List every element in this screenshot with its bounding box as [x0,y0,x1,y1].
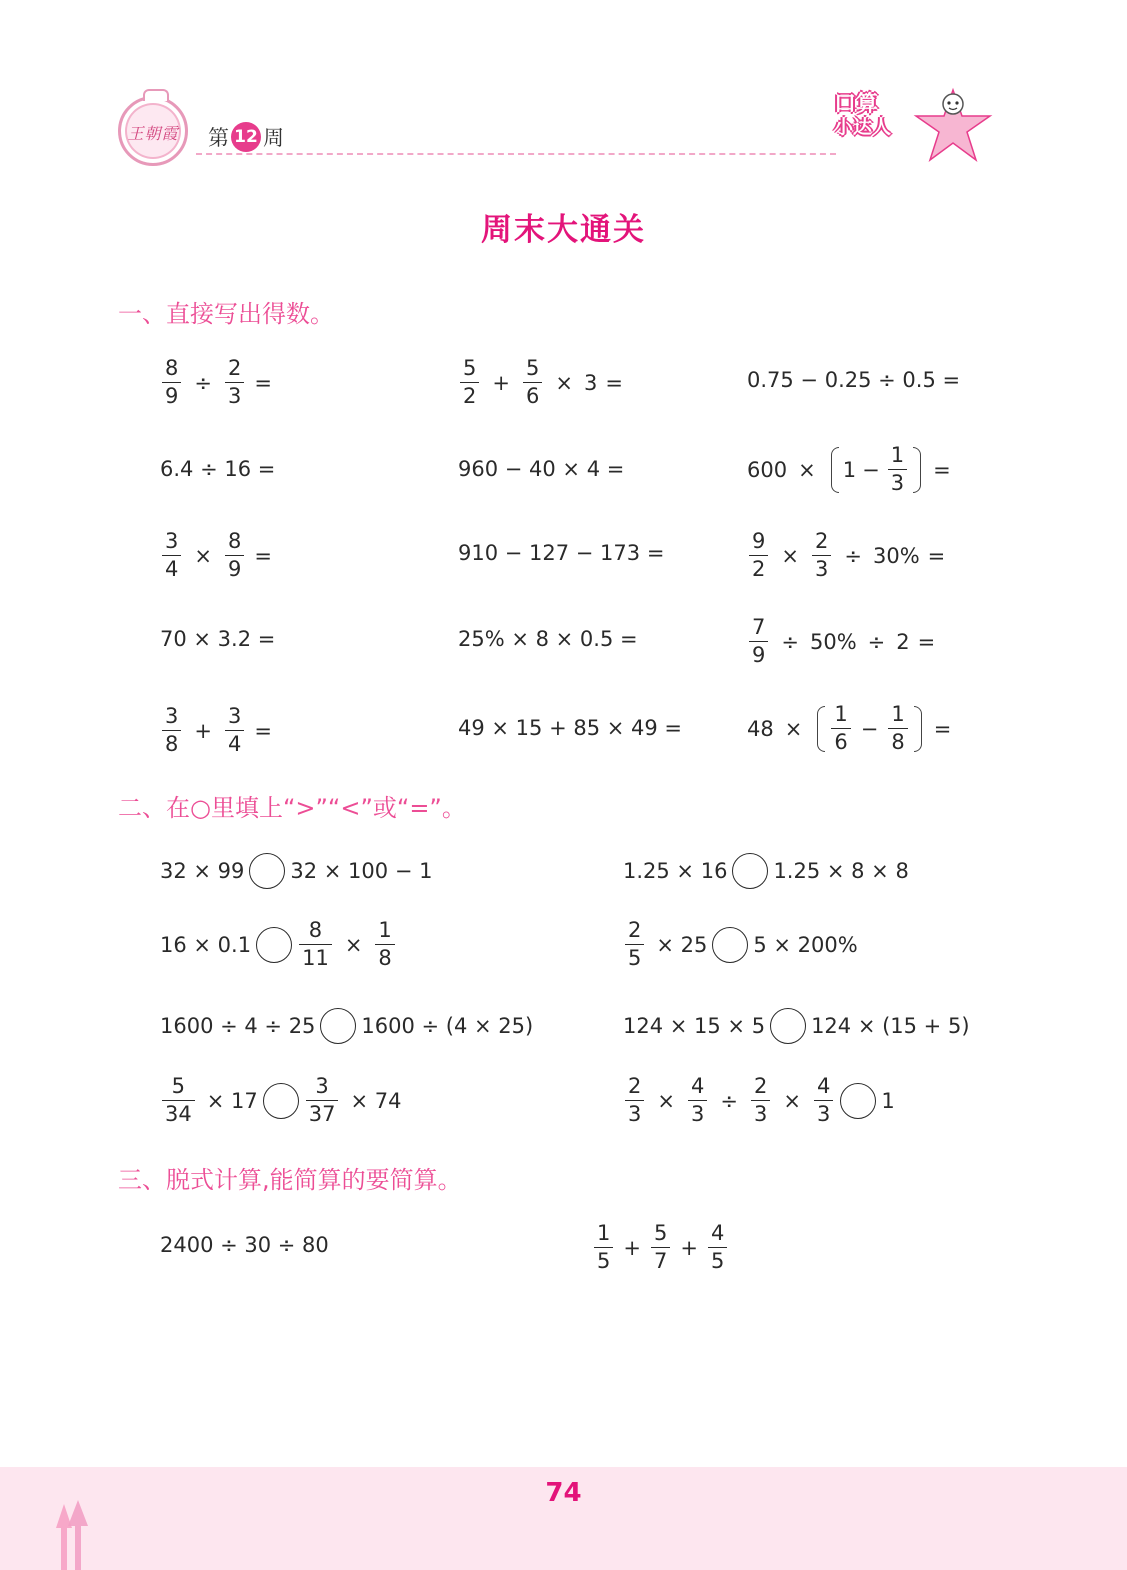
fraction: $\frac{5}{6}$ [523,358,542,407]
header-divider [196,153,836,155]
left-paren [817,706,825,752]
crown-icon [143,89,169,101]
week-suffix: 周 [263,126,284,150]
fraction: $\frac{2}{3}$ [225,358,244,407]
fraction: $\frac{8}{9}$ [162,358,181,407]
problem-c2: 910 − 127 − 173 = [458,541,665,565]
brand-logo [834,94,904,138]
answer-circle[interactable] [249,853,285,889]
problem-c1: $\frac{3}{4}$ × $\frac{8}{9}$ = [160,531,272,580]
problem-a2: $\frac{5}{2}$ + $\frac{5}{6}$ × 3 = [458,358,623,407]
arrow-decoration-icon [54,1500,90,1570]
compare-r1-right: 1.25 × 16 1.25 × 8 × 8 [623,853,909,889]
fraction: $\frac{3}{37}$ [306,1076,339,1125]
fraction: $\frac{2}{3}$ [625,1076,644,1125]
week-label [208,122,284,152]
mascot-star-icon [912,84,994,168]
fraction: $\frac{1}{6}$ [831,704,850,753]
fraction: $\frac{3}{4}$ [162,531,181,580]
fraction: $\frac{2}{5}$ [625,920,644,969]
problem-d2: 25% × 8 × 0.5 = [458,627,638,651]
week-number-badge: 12 [231,122,261,152]
fraction: $\frac{8}{9}$ [225,531,244,580]
week-prefix: 第 [208,126,229,150]
calc-problem-2: $\frac{1}{5}$ + $\frac{5}{7}$ + $\frac{4}{5}$ [592,1223,729,1272]
seal-text: 王朝霞 [127,124,179,143]
answer-circle[interactable] [256,927,292,963]
fraction: $\frac{4}{3}$ [688,1076,707,1125]
problem-b2: 960 − 40 × 4 = [458,457,625,481]
fraction: $\frac{4}{3}$ [814,1076,833,1125]
fraction: $\frac{1}{8}$ [375,920,394,969]
section-2-heading: 二、在○里填上“>”“<”或“=”。 [118,794,466,822]
compare-r3-right: 124 × 15 × 5 124 × (15 + 5) [623,1008,970,1044]
fraction: $\frac{5}{2}$ [460,358,479,407]
compare-r4-right: $\frac{2}{3}$ × $\frac{4}{3}$ ÷ $\frac{2}{3}$ × $\frac{4}{3}$ 1 [623,1076,895,1125]
fraction: $\frac{1}{3}$ [888,445,907,494]
problem-b3: 600 × 1 − $\frac{1}{3}$ = [747,443,951,495]
brand-line-1: 口算 [834,92,879,117]
page-title: 周末大通关 [481,212,646,248]
fraction: $\frac{4}{5}$ [708,1223,727,1272]
fraction: $\frac{7}{9}$ [749,617,768,666]
answer-circle[interactable] [712,927,748,963]
problem-e2: 49 × 15 + 85 × 49 = [458,716,682,740]
left-paren [831,447,839,493]
compare-r3-left: 1600 ÷ 4 ÷ 25 1600 ÷ (4 × 25) [160,1008,533,1044]
compare-r2-left: 16 × 0.1 $\frac{8}{11}$ × $\frac{1}{8}$ [160,920,397,969]
answer-circle[interactable] [732,853,768,889]
fraction: $\frac{1}{5}$ [594,1223,613,1272]
problem-c3: $\frac{9}{2}$ × $\frac{2}{3}$ ÷ 30% = [747,531,945,580]
answer-circle[interactable] [770,1008,806,1044]
answer-circle[interactable] [840,1083,876,1119]
problem-e1: $\frac{3}{8}$ + $\frac{3}{4}$ = [160,706,272,755]
problem-b1: 6.4 ÷ 16 = [160,457,276,481]
fraction: $\frac{1}{8}$ [888,704,907,753]
answer-circle[interactable] [320,1008,356,1044]
fraction: $\frac{8}{11}$ [299,920,332,969]
fraction: $\frac{3}{4}$ [225,706,244,755]
problem-a3: 0.75 − 0.25 ÷ 0.5 = [747,368,961,392]
compare-r1-left: 32 × 99 32 × 100 − 1 [160,853,432,889]
compare-r4-left: $\frac{5}{34}$ × 17 $\frac{3}{37}$ × 74 [160,1076,401,1125]
fraction: $\frac{5}{34}$ [162,1076,195,1125]
answer-circle[interactable] [263,1083,299,1119]
right-paren [914,706,922,752]
problem-a1: $\frac{8}{9}$ ÷ $\frac{2}{3}$ = [160,358,272,407]
problem-e3: 48 × $\frac{1}{6}$ − $\frac{1}{8}$ = [747,702,952,754]
calc-problem-1: 2400 ÷ 30 ÷ 80 [160,1233,329,1257]
fraction: $\frac{5}{7}$ [651,1223,670,1272]
fraction: $\frac{2}{3}$ [751,1076,770,1125]
fraction: $\frac{3}{8}$ [162,706,181,755]
fraction: $\frac{2}{3}$ [812,531,831,580]
publisher-seal-logo [118,96,188,166]
brand-line-2: 小达人 [834,116,892,138]
problem-d3: $\frac{7}{9}$ ÷ 50% ÷ 2 = [747,617,935,666]
right-paren [913,447,921,493]
section-3-heading: 三、脱式计算,能简算的要简算。 [118,1166,462,1194]
page-number: 74 [545,1478,582,1508]
section-1-heading: 一、直接写出得数。 [118,300,334,328]
fraction: $\frac{9}{2}$ [749,531,768,580]
problem-d1: 70 × 3.2 = [160,627,276,651]
compare-r2-right: $\frac{2}{5}$ × 25 5 × 200% [623,920,858,969]
